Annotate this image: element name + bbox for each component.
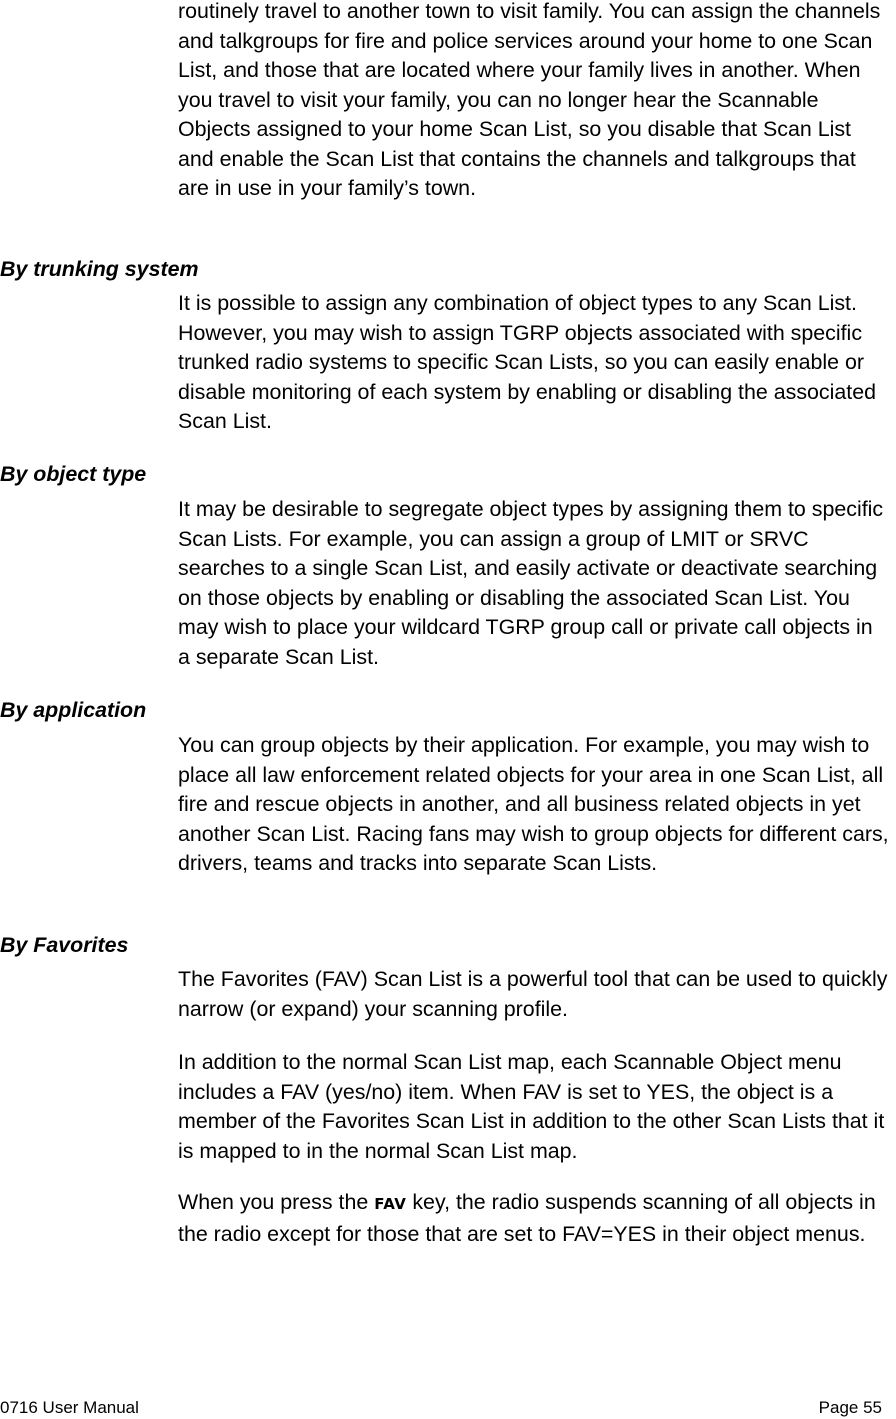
paragraph-favorites-intro: The Favorites (FAV) Scan List is a powerful tool that can be used to quickly narrow (or expand) your scanning profile. [178,967,888,1021]
intro-paragraph: routinely travel to another town to visit family. You can assign the channels and talkgroups for fire and police services around your home to one Scan List, and those that are located where your family lives in another. When you travel to visit your family, you can no longer hear the Scannable Objects assigned to your home Scan List, so you disable that Scan List and enable the Scan List that contains the channels and talkgroups that are in use in your family’s town. [178,0,881,200]
paragraph-fav-key [178,1188,890,1249]
fav-key-text-pre: When you press the [178,1190,375,1214]
paragraph-by-object-type: It may be desirable to segregate object types by assigning them to specific Scan Lists. For example, you can assign a group of LMIT or SRVC searches to a single Scan List, and easily activate or deactivate searching on those objects by enabling or disabling the associated Scan List. You may wish to place your wildcard TGRP group call or private call objects in a separate Scan List. [178,497,884,669]
heading-by-favorites: By Favorites [0,933,129,957]
paragraph-favorites-map: In addition to the normal Scan List map, each Scannable Object menu includes a FAV (yes/no) item. When FAV is set to YES, the object is a member of the Favorites Scan List in addition to the other Scan Lists that it is mapped to in the normal Scan List map. [178,1050,885,1163]
fav-key-label: FAV [374,1195,407,1213]
footer-manual-title: 0716 User Manual [0,1398,139,1417]
heading-by-object-type: By object type [0,462,147,486]
paragraph-by-application: You can group objects by their application. For example, you may wish to place all law enforcement related objects for your area in one Scan List, all fire and rescue objects in another, and all business related objects in yet another Scan List. Racing fans may wish to group objects for different cars, drivers, teams and tracks into separate Scan Lists. [178,733,889,875]
footer-page-number: Page 55 [818,1398,882,1417]
fav-key-text-post: key, the radio suspends scanning of all objects in the radio except for those that are set to FAV=YES in their object menus. [178,1190,876,1246]
heading-by-trunking-system: By trunking system [0,257,199,281]
paragraph-by-trunking-system: It is possible to assign any combination of object types to any Scan List. However, you may wish to assign TGRP objects associated with specific trunked radio systems to specific Scan Lists, so you can easily enable or disable monitoring of each system by enabling or disabling the associated Scan List. [178,291,876,433]
heading-by-application: By application [0,698,147,722]
